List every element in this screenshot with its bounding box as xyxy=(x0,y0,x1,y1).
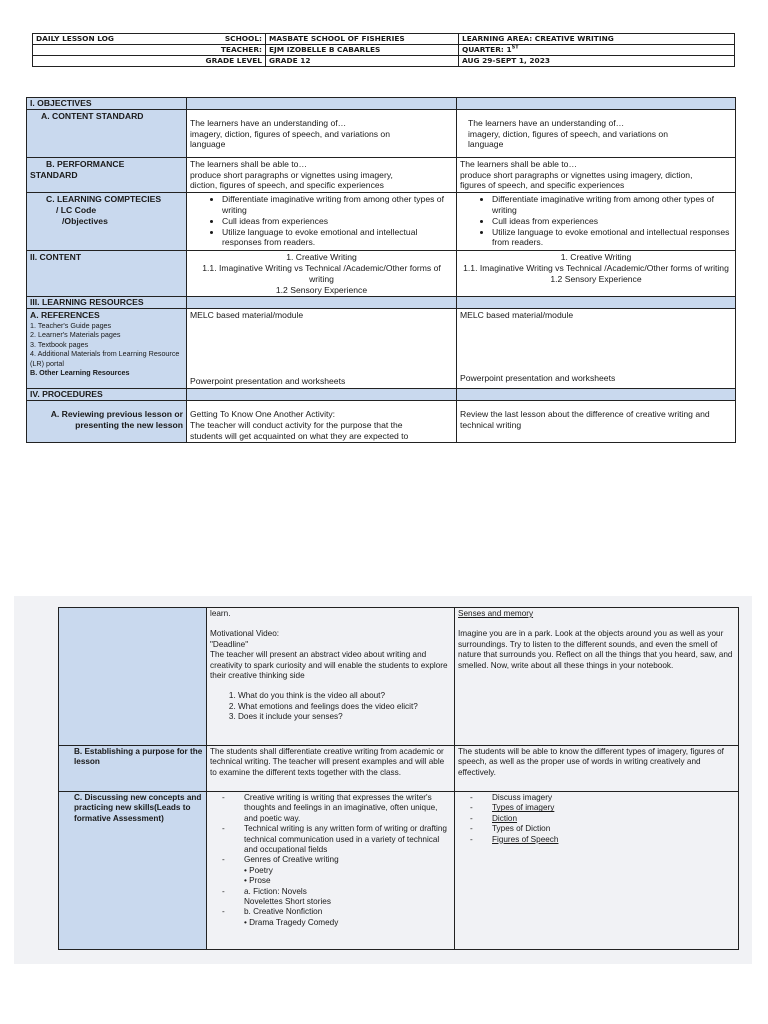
quarter-cell xyxy=(459,45,735,56)
concept-item: - Technical writing is any written form of writing or drafting technical communication used in a variety of technical and occupational fields xyxy=(220,824,451,855)
motivational-video-label: Motivational Video: xyxy=(210,629,280,639)
other-resources-label: B. Other Learning Resources xyxy=(30,368,130,377)
genre-prose: • Prose xyxy=(244,876,271,886)
procedures-blank-2 xyxy=(457,389,736,401)
comp-label-line: /Objectives xyxy=(62,215,108,226)
continued-label-cell xyxy=(59,608,207,746)
content-heading: II. CONTENT xyxy=(27,251,187,297)
ps-label-line: STANDARD xyxy=(30,169,78,180)
melc-text: MELC based material/module xyxy=(460,310,574,321)
content-line: 1.2 Sensory Experience xyxy=(275,284,368,295)
grade-value: GRADE 12 xyxy=(266,56,459,67)
performance-standard-label xyxy=(27,157,187,192)
competency-item: • Utilize language to evoke emotional and intellectual responses from readers. xyxy=(492,227,732,249)
dates: AUG 29-SEPT 1, 2023 xyxy=(459,56,735,67)
ppt-text: Powerpoint presentation and worksheets xyxy=(190,376,346,387)
senses-title: Senses and memory xyxy=(458,609,534,618)
procedure-c-label-text: C. Discussing new concepts and practicing new skills(Leads to formative Assessment) xyxy=(74,793,202,823)
ps-line: produce short paragraphs or vignettes using imagery, xyxy=(190,169,393,180)
ppt-text: Powerpoint presentation and worksheets xyxy=(460,373,616,384)
procedure-c-left xyxy=(207,792,455,950)
references-text xyxy=(187,309,457,389)
references-title: A. REFERENCES xyxy=(30,310,100,321)
performance-standard-text xyxy=(187,157,457,192)
ps-label-line: B. PERFORMANCE xyxy=(46,158,125,169)
cs-line: imagery, diction, figures of speech, and variations on xyxy=(468,128,668,139)
procedure-a-left xyxy=(187,400,457,442)
ps-line: diction, figures of speech, and specific experiences xyxy=(190,180,384,191)
cs-line: The learners have an understanding of… xyxy=(190,117,347,128)
competencies-list xyxy=(187,193,457,251)
quarter: QUARTER: 1 xyxy=(462,45,512,54)
ps-line: figures of speech, and specific experiences xyxy=(460,180,625,191)
procedure-b-label xyxy=(59,746,207,792)
procedure-a-right: Review the last lesson about the difference of creative writing and technical writing xyxy=(457,400,736,442)
competencies-label xyxy=(27,193,187,251)
proc-a-line: The teacher will conduct activity for the purpose that the xyxy=(190,419,403,430)
procedure-c-label xyxy=(59,792,207,950)
concept-item: - a. Fiction: Novels xyxy=(220,887,451,897)
content-text xyxy=(187,251,457,297)
content-line: 1.1. Imaginative Writing vs Technical /Academic/Other forms of writing xyxy=(202,262,441,284)
reference-item: 3. Textbook pages xyxy=(30,339,89,349)
teacher-value: EJM IZOBELLE B CABARLES xyxy=(266,45,459,56)
content-text-2 xyxy=(457,251,736,297)
procedures-table-continued xyxy=(58,607,739,950)
drama: • Drama Tragedy Comedy xyxy=(244,917,339,927)
proc-a-line: Getting To Know One Another Activity: xyxy=(190,408,336,419)
content-standard-label: A. CONTENT STANDARD xyxy=(27,109,187,157)
procedure-b-right: The students will be able to know the different types of imagery, figures of speech, as well as the proper use of words in writing creatively and effectively. xyxy=(455,746,739,792)
proc-a-line: students will get acquainted on what they are expected to xyxy=(190,430,409,441)
procedure-a-left-continued xyxy=(207,608,455,746)
content-line: 1. Creative Writing xyxy=(286,252,357,263)
comp-label-line: C. LEARNING COMPTECIES xyxy=(46,194,162,205)
objectives-blank-2 xyxy=(457,98,736,110)
question-item: 2. What emotions and feelings does the video elicit? xyxy=(238,702,451,712)
concept-item: - b. Creative Nonfiction xyxy=(220,907,451,917)
cs-line: language xyxy=(468,139,504,150)
ps-line: produce short paragraphs or vignettes using imagery, diction, xyxy=(460,169,693,180)
competencies-list-2 xyxy=(457,193,736,251)
header-title: DAILY LESSON LOG xyxy=(36,34,114,43)
topic-item: - Discuss imagery xyxy=(468,793,735,803)
objectives-blank-1 xyxy=(187,98,457,110)
novelettes: Novelettes Short stories xyxy=(244,897,331,907)
content-standard-text xyxy=(187,109,457,157)
reference-item: 1. Teacher's Guide pages xyxy=(30,320,112,330)
reference-item: 2. Learner's Materials pages xyxy=(30,330,121,340)
senses-text: Imagine you are in a park. Look at the objects around you as well as your surroundings. Try to listen to the different sounds, and even the smell of nature that surrounds you. Reflect on all the things that you heard, saw, and smelled. Now, write about all these things in your notebook. xyxy=(458,629,733,670)
quarter-sup: ST xyxy=(511,44,519,51)
procedures-heading: IV. PROCEDURES xyxy=(27,389,187,401)
ps-line: The learners shall be able to… xyxy=(460,158,578,169)
lesson-log-header xyxy=(32,33,735,67)
concept-item: - Creative writing is writing that expresses the writer's thoughts and feelings in an imaginative, often unique, and poetic way. xyxy=(220,793,451,824)
procedure-b-left: The students shall differentiate creative writing from academic or technical writing. The teacher will present examples and will able to examine the different texts together with the class. xyxy=(207,746,455,792)
performance-standard-text-2 xyxy=(457,157,736,192)
topic-item: - Types of imagery xyxy=(468,803,735,813)
content-line: 1. Creative Writing xyxy=(560,252,632,263)
video-title: "Deadline" xyxy=(210,639,249,649)
grade-label: GRADE LEVEL xyxy=(33,56,266,67)
content-line: 1.1. Imaginative Writing vs Technical /Academic/Other forms of writing xyxy=(463,262,729,273)
reference-item: 4. Additional Materials from Learning Resource (LR) portal xyxy=(30,349,180,368)
header-title-cell xyxy=(33,34,266,45)
comp-label-line: / LC Code xyxy=(56,204,97,215)
procedure-c-right xyxy=(455,792,739,950)
competency-item: • Utilize language to evoke emotional and intellectual responses from readers. xyxy=(222,227,453,249)
genre-poetry: • Poetry xyxy=(244,865,273,875)
topic-item: - Types of Diction xyxy=(468,824,735,834)
ps-line: The learners shall be able to… xyxy=(190,158,308,169)
school-value: MASBATE SCHOOL OF FISHERIES xyxy=(266,34,459,45)
references-text-2 xyxy=(457,309,736,389)
competency-item: • Differentiate imaginative writing from among other types of writing xyxy=(222,194,453,216)
procedures-blank-1 xyxy=(187,389,457,401)
teacher-label: TEACHER: xyxy=(33,45,266,56)
cs-line: The learners have an understanding of… xyxy=(468,117,625,128)
references-label xyxy=(27,309,187,389)
topic-item: - Figures of Speech xyxy=(468,835,735,845)
procedure-a-label: A. Reviewing previous lesson or presenting the new lesson xyxy=(27,400,187,442)
content-line: 1.2 Sensory Experience xyxy=(550,273,642,284)
melc-text: MELC based material/module xyxy=(190,310,304,321)
concept-item: - Genres of Creative writing xyxy=(220,855,451,865)
learn-text: learn. xyxy=(210,609,231,618)
competency-item: • Cull ideas from experiences xyxy=(222,216,453,227)
topic-item: - Diction xyxy=(468,814,735,824)
resources-blank-2 xyxy=(457,297,736,309)
procedure-b-label-text: B. Establishing a purpose for the lesson xyxy=(74,747,203,767)
question-item: 1. What do you think is the video all about? xyxy=(238,691,451,701)
resources-heading: III. LEARNING RESOURCES xyxy=(27,297,187,309)
content-standard-text-2 xyxy=(457,109,736,157)
procedure-a-right-continued xyxy=(455,608,739,746)
cs-line: imagery, diction, figures of speech, and variations on xyxy=(190,128,390,139)
objectives-heading: I. OBJECTIVES xyxy=(27,98,187,110)
objectives-table xyxy=(26,97,736,443)
competency-item: • Cull ideas from experiences xyxy=(492,216,732,227)
resources-blank-1 xyxy=(187,297,457,309)
video-description: The teacher will present an abstract video about writing and creativity to spark curiosity and will enable the students to explore their creative thinking side xyxy=(210,650,448,681)
learning-area: LEARNING AREA: CREATIVE WRITING xyxy=(459,34,735,45)
competency-item: • Differentiate imaginative writing from among other types of writing xyxy=(492,194,732,216)
question-item: 3. Does it include your senses? xyxy=(238,712,451,722)
school-label: SCHOOL: xyxy=(224,34,262,43)
cs-line: language xyxy=(190,139,226,150)
